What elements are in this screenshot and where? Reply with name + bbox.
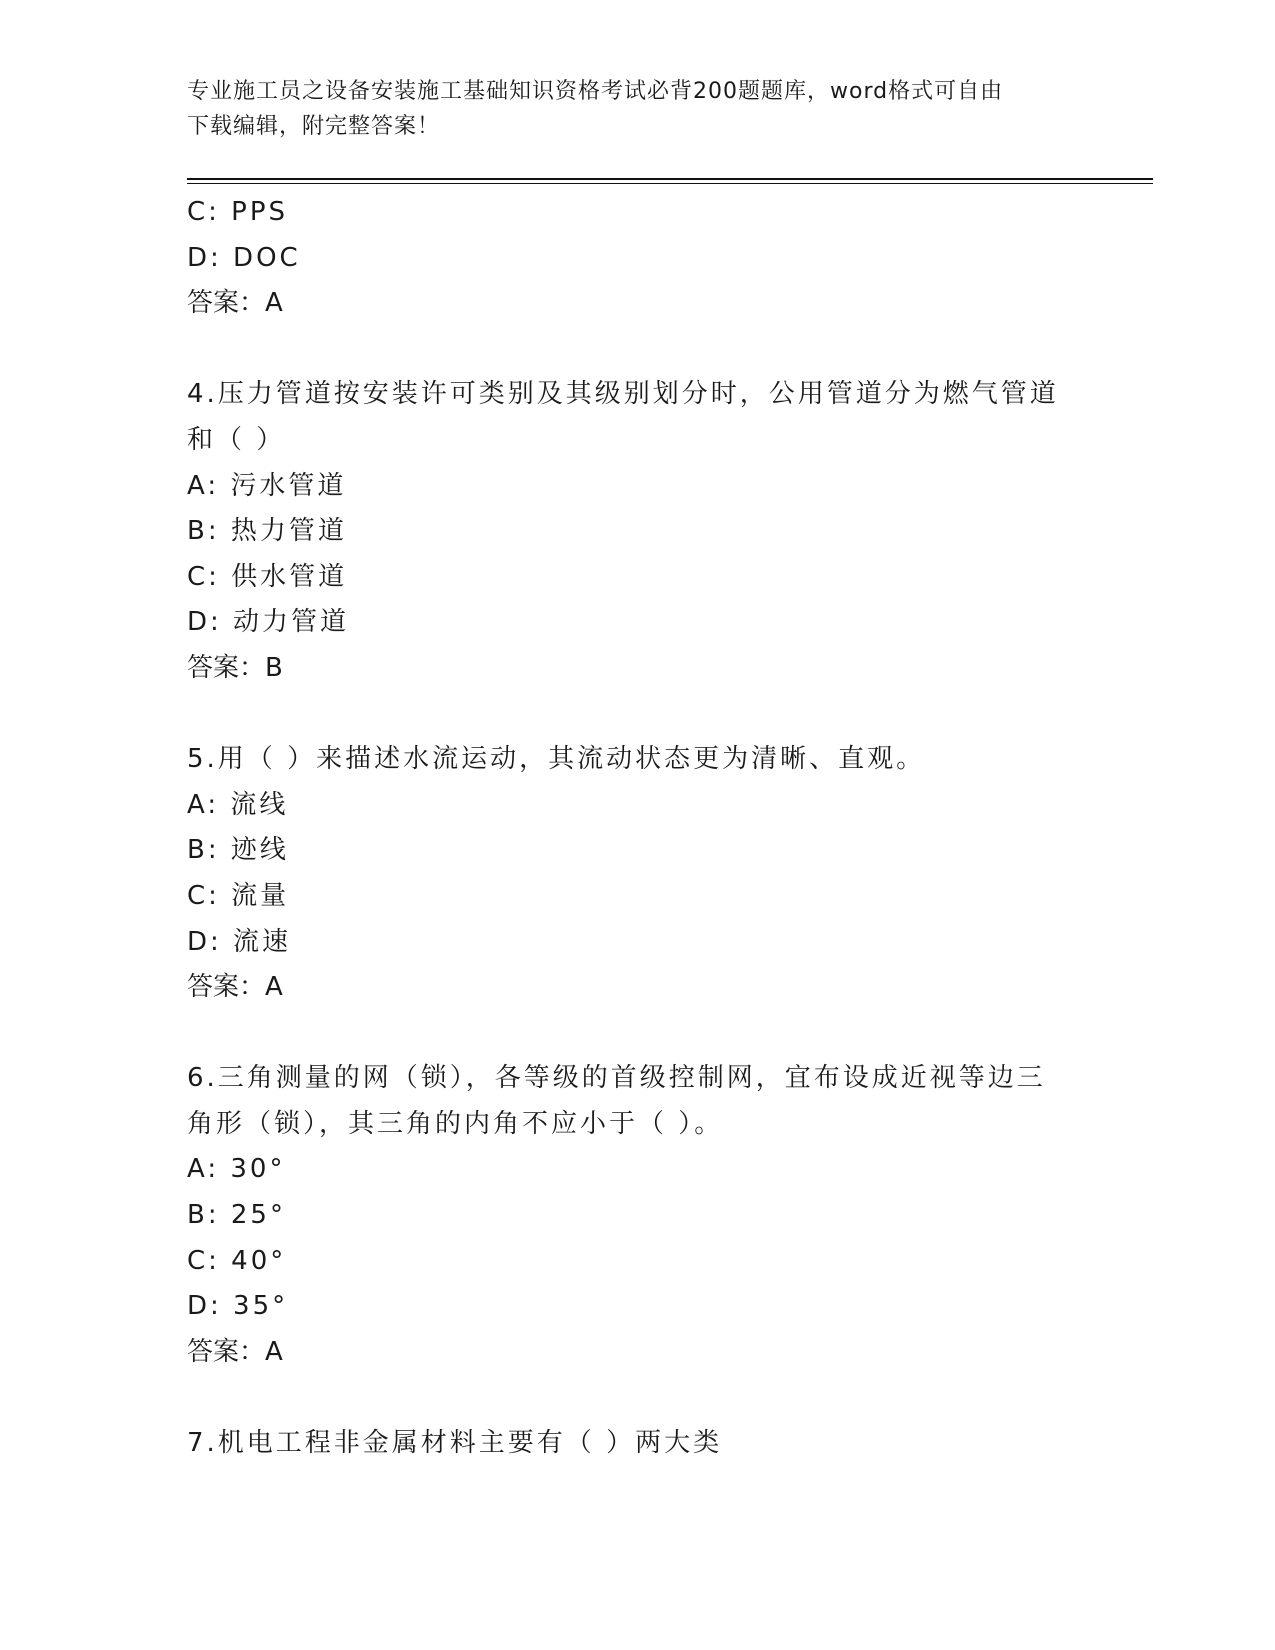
- question-5: [187, 737, 1087, 1011]
- option-d: D: DOC: [187, 242, 301, 273]
- header-title-line-1: 专业施工员之设备安装施工基础知识资格考试必背200题题库，word格式可自由: [187, 79, 1004, 104]
- question-stem-line-2: 和（ ）: [187, 424, 286, 455]
- question-list: [187, 190, 1087, 1467]
- question-4: [187, 372, 1087, 691]
- option-d: D: 35°: [187, 1291, 289, 1322]
- option-d: D: 动力管道: [187, 607, 350, 638]
- spacer: [187, 1011, 1087, 1057]
- option-c: C: 流量: [187, 880, 290, 911]
- header-divider-thin: [187, 183, 1153, 184]
- header-divider-thick: [187, 178, 1153, 180]
- option-c: C: 40°: [187, 1245, 287, 1276]
- option-b: B: 25°: [187, 1200, 286, 1231]
- option-b: B: 迹线: [187, 835, 289, 866]
- page-header: [187, 74, 1067, 144]
- question-3: [187, 190, 1087, 327]
- question-6: [187, 1056, 1087, 1375]
- option-a: A: 污水管道: [187, 470, 347, 501]
- question-stem-line-1: 4.压力管道按安装许可类别及其级别划分时，公用管道分为燃气管道: [187, 379, 1059, 410]
- option-a: A: 流线: [187, 789, 289, 820]
- spacer: [187, 692, 1087, 738]
- answer: 答案：A: [187, 288, 283, 319]
- question-stem-line-2: 角形（锁），其三角的内角不应小于（ ）。: [187, 1108, 724, 1139]
- option-c: C: 供水管道: [187, 561, 348, 592]
- option-a: A: 30°: [187, 1154, 286, 1185]
- answer: 答案：A: [187, 1336, 283, 1367]
- question-7: [187, 1421, 1087, 1467]
- header-title-line-2: 下载编辑，附完整答案！: [187, 114, 441, 139]
- spacer: [187, 327, 1087, 373]
- answer: 答案：B: [187, 652, 283, 683]
- question-stem: 7.机电工程非金属材料主要有（ ）两大类: [187, 1428, 723, 1459]
- option-d: D: 流速: [187, 926, 292, 957]
- question-stem-line-1: 6.三角测量的网（锁），各等级的首级控制网，宜布设成近视等边三: [187, 1063, 1046, 1094]
- option-b: B: 热力管道: [187, 516, 347, 547]
- question-stem: 5.用（ ）来描述水流运动，其流动状态更为清晰、直观。: [187, 744, 926, 775]
- answer: 答案：A: [187, 972, 283, 1003]
- spacer: [187, 1375, 1087, 1421]
- option-c: C: PPS: [187, 197, 289, 227]
